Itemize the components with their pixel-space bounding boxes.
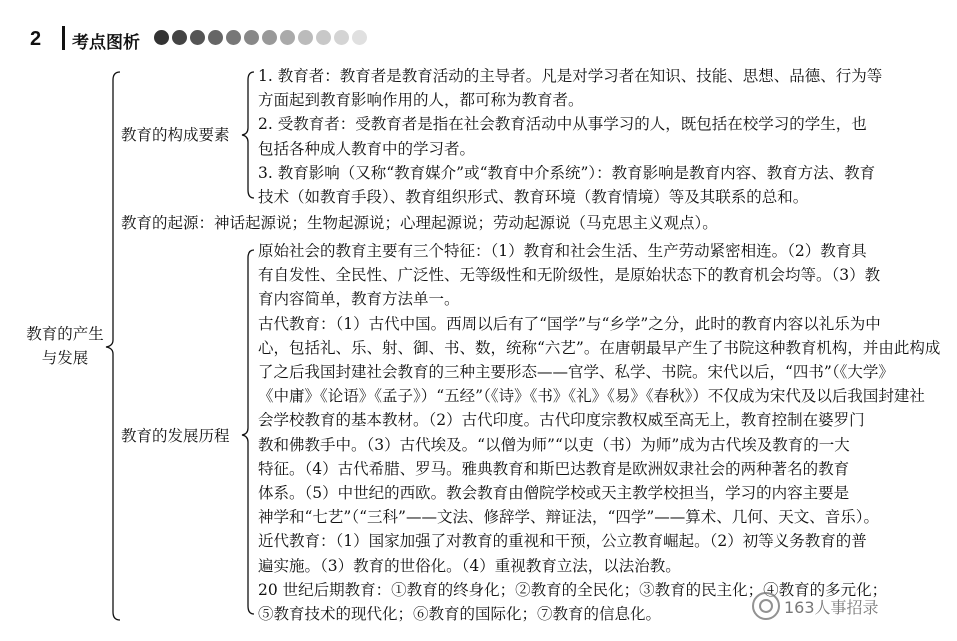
development-line: 近代教育：（1）国家加强了对教育的重视和干预，公立教育崛起。（2）初等义务教育的普 — [258, 532, 867, 551]
section-title: 考点图析 — [72, 33, 140, 53]
development-label: 教育的发展历程 — [121, 427, 230, 445]
root-line-1: 教育的产生 — [26, 325, 104, 343]
development-line: 有自发性、全民性、广泛性、无等级性和无阶级性，是原始状态下的教育机会均等。（3）教 — [258, 266, 881, 285]
page-number: 2 — [30, 28, 42, 50]
development-line: 特征。（4）古代希腊、罗马。雅典教育和斯巴达教育是欧洲奴隶社会的两种著名的教育 — [258, 459, 850, 478]
development-line: 会学校教育的基本教材。（2）古代印度。古代印度宗教权威至高无上，教育控制在婆罗门 — [258, 411, 865, 430]
composition-line: 1. 教育者：教育者是教育活动的主导者。凡是对学习者在知识、技能、思想、品德、行为等 — [258, 67, 883, 85]
development-line: 体系。（5）中世纪的西欧。教会教育由僧院学校或天主教学校担当，学习的内容主要是 — [258, 484, 850, 503]
wechat-logo-icon — [752, 592, 780, 620]
development-content — [258, 239, 940, 626]
composition-line: 技术（如教育手段）、教育组织形式、教育环境（教育情境）等及其联系的总和。 — [258, 188, 809, 207]
development-line: 育内容简单，教育方法单一。 — [258, 290, 460, 309]
development-line: 教和佛教手中。（3）古代埃及。“以僧为师”“以吏（书）为师”成为古代埃及教育的一大 — [258, 435, 850, 454]
composition-line: 3. 教育影响（又称“教育媒介”或“教育中介系统”）：教育影响是教育内容、教育方法、教育 — [258, 163, 876, 182]
development-line: 原始社会的教育主要有三个特征：（1）教育和社会生活、生产劳动紧密相连。（2）教育具 — [258, 242, 867, 260]
development-line: 心，包括礼、乐、射、御、书、数，统称“六艺”。在唐朝最早产生了书院这种教育机构，并由此构成 — [258, 338, 941, 357]
composition-line: 2. 受教育者：受教育者是指在社会教育活动中从事学习的人，既包括在校学习的学生，也 — [258, 115, 867, 134]
development-line: 神学和“七艺”（“三科”——文法、修辞学、辩证法，“四学”——算术、几何、天文、音乐）。 — [258, 508, 880, 527]
development-line: 20 世纪后期教育：①教育的终身化；②教育的全民化；③教育的民主化；④教育的多元化； — [258, 580, 888, 599]
root-line-2: 与发展 — [41, 349, 89, 367]
development-line: 遍实施。（3）教育的世俗化。（4）重视教育立法，以法治教。 — [258, 556, 681, 575]
composition-line: 包括各种成人教育中的学习者。 — [258, 139, 476, 158]
development-line: 古代教育：（1）古代中国。西周以后有了“国学”与“乡学”之分，此时的教育内容以礼乐为中 — [258, 314, 881, 333]
development-brace — [242, 250, 254, 614]
origin-text: 教育的起源：神话起源说；生物起源说；心理起源说；劳动起源说（马克思主义观点）。 — [121, 214, 718, 232]
composition-line: 方面起到教育影响作用的人，都可称为教育者。 — [258, 91, 584, 110]
root-topic — [18, 322, 112, 370]
composition-brace — [242, 72, 254, 198]
development-line: 了之后我国封建社会教育的三种主要形态——官学、私学、书院。宋代以后，“四书”（《大学》 — [258, 363, 894, 382]
composition-label: 教育的构成要素 — [121, 126, 230, 144]
development-line: 《中庸》《论语》《孟子》）“五经”（《诗》《书》《礼》《易》《春秋》）不仅成为宋代及以后我国封建社 — [258, 387, 925, 406]
watermark-text: 163人事招录 — [784, 597, 879, 617]
composition-content — [258, 64, 882, 209]
watermark — [752, 592, 879, 620]
development-line: ⑤教育技术的现代化；⑥教育的国际化；⑦教育的信息化。 — [258, 605, 662, 624]
